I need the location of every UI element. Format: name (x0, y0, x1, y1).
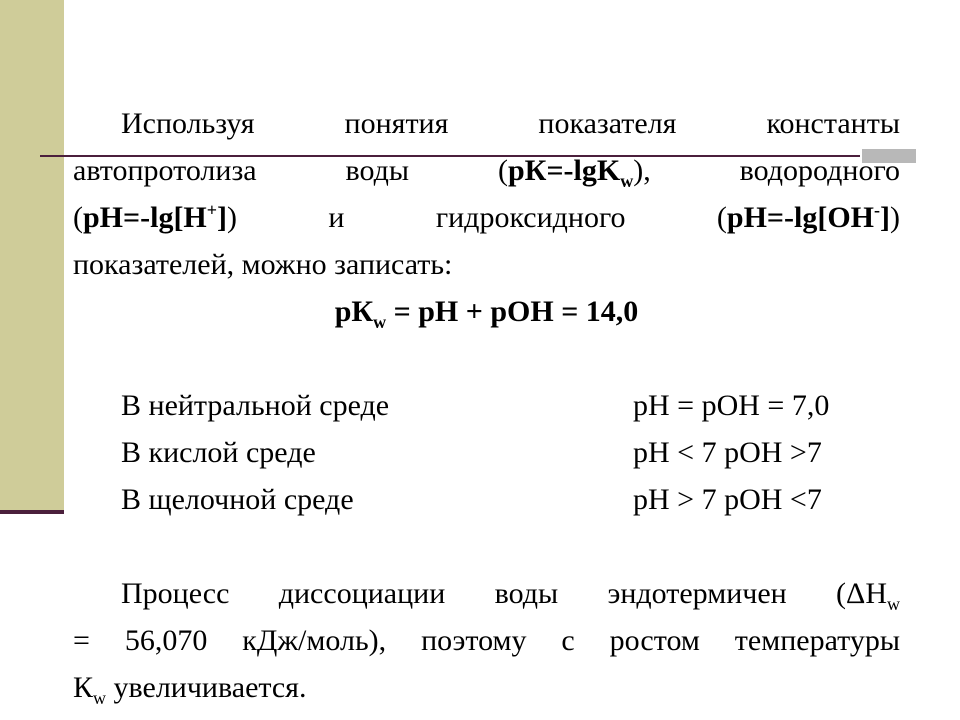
condition-value: pH = pOH = 7,0 (633, 389, 830, 422)
slide-content (73, 100, 900, 711)
para2-line2: = 56,070 кДж/моль), поэтому с ростом температуры (73, 624, 900, 657)
condition-label: В щелочной среде (121, 483, 354, 516)
sidebar-divider (0, 510, 64, 514)
condition-value: pH > 7 pOH <7 (633, 483, 822, 516)
condition-label: В кислой среде (121, 436, 316, 469)
para1-line4: показателей, можно записать: (73, 248, 453, 281)
condition-neutral (73, 382, 900, 429)
condition-alkaline (73, 476, 900, 523)
para1-line2: автопротолиза воды (pК=-lgK$_w$), водородного (73, 154, 900, 191)
condition-value: pH < 7 pOH >7 (633, 436, 822, 469)
condition-acidic (73, 429, 900, 476)
para1-line1: Используя понятия показателя константы (121, 107, 900, 140)
para2-line3: $К_w$ увеличивается. (73, 671, 307, 708)
para2-line1: Процесс диссоциации воды эндотермичен ($\Delta H_w$ (121, 577, 900, 614)
condition-label: В нейтральной среде (121, 389, 390, 422)
sidebar-accent (0, 0, 64, 513)
para1-line3: (pH=-lg[H+]) и гидроксидного (pH=-lg[OH-]) (73, 200, 900, 234)
equation: $pК_w$ = pH + pOH = 14,0 (334, 295, 639, 332)
